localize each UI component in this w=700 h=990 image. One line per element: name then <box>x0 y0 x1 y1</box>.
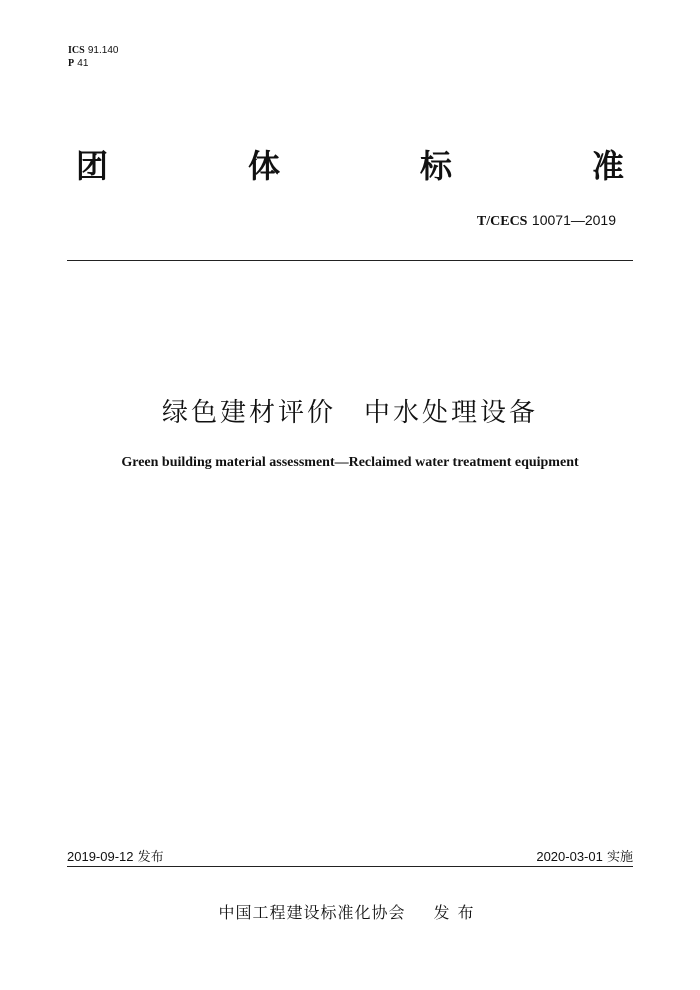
header-divider <box>67 260 633 261</box>
publisher <box>0 900 700 923</box>
title-english: Green building material assessment—Reclaimed water treatment equipment <box>121 455 579 470</box>
issue-date <box>67 846 164 865</box>
ccs-value: 41 <box>77 58 89 69</box>
title-chinese <box>0 392 700 429</box>
issue-date-label: 发布 <box>137 850 164 865</box>
standard-number-prefix: T/CECS <box>476 214 528 229</box>
effective-date-label: 实施 <box>606 850 633 865</box>
effective-date <box>536 846 633 865</box>
document-type-heading <box>76 142 624 186</box>
doc-type-char: 体 <box>247 147 280 185</box>
ics-code <box>68 44 118 57</box>
classification-codes <box>68 44 118 70</box>
publisher-action: 发布 <box>433 903 482 922</box>
effective-date-value: 2020-03-01 <box>536 849 603 864</box>
publisher-organization: 中国工程建设标准化协会 <box>218 903 406 922</box>
footer-divider <box>67 866 633 867</box>
ics-value: 91.140 <box>87 45 119 56</box>
title-chinese-part1: 绿色建材评价 <box>161 398 336 428</box>
doc-type-char: 准 <box>591 147 624 185</box>
doc-type-char: 团 <box>76 147 109 185</box>
standard-number <box>477 212 616 230</box>
title-chinese-part2: 中水处理设备 <box>364 398 539 428</box>
ccs-code <box>68 57 118 70</box>
issue-date-value: 2019-09-12 <box>67 849 134 864</box>
ccs-label: P <box>68 58 75 69</box>
standard-number-value: 10071—2019 <box>531 212 616 228</box>
ics-label: ICS <box>68 45 85 56</box>
doc-type-char: 标 <box>419 147 452 185</box>
